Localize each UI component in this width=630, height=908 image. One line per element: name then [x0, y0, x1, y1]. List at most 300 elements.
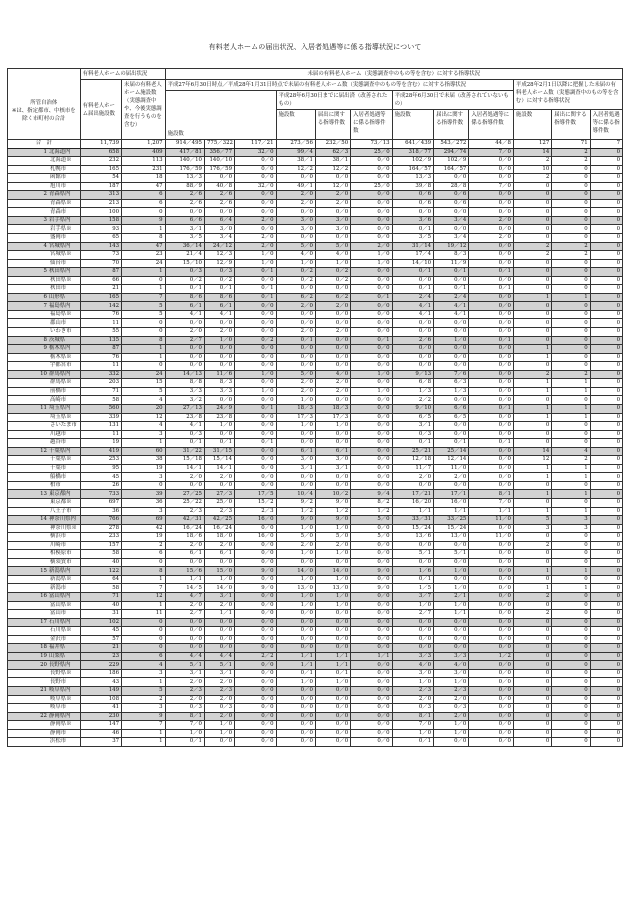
- value-cell: 2: [552, 370, 590, 379]
- value-cell: 7／0: [469, 182, 514, 191]
- value-cell: 0: [552, 285, 590, 294]
- value-cell: 0: [590, 541, 622, 550]
- value-cell: 0／0: [434, 644, 469, 653]
- value-cell: 0／1: [315, 669, 350, 678]
- area-number: [8, 704, 49, 713]
- value-cell: 294／74: [434, 148, 469, 157]
- value-cell: 12: [513, 456, 551, 465]
- value-cell: 0／2: [315, 276, 350, 285]
- value-cell: 3／1: [165, 225, 204, 234]
- value-cell: 0／0: [351, 379, 392, 388]
- value-cell: 1／0: [276, 259, 315, 268]
- value-cell: 0: [552, 661, 590, 670]
- value-cell: 4／0: [315, 370, 350, 379]
- value-cell: 5／1: [434, 550, 469, 559]
- value-cell: 1／0: [276, 678, 315, 687]
- area-number: [8, 481, 49, 490]
- value-cell: 4: [552, 447, 590, 456]
- value-cell: 8: [122, 234, 166, 243]
- period-c-header: 平成28年6月30日で未届（改善されていないもの）: [392, 91, 513, 110]
- value-cell: 2／0: [392, 473, 433, 482]
- value-cell: 0／0: [315, 687, 350, 696]
- value-cell: 0: [552, 601, 590, 610]
- value-cell: 0／0: [235, 635, 276, 644]
- value-cell: 2／0: [204, 473, 234, 482]
- value-cell: 0／0: [315, 558, 350, 567]
- value-cell: 2／7: [165, 610, 204, 619]
- value-cell: 9: [122, 712, 166, 721]
- value-cell: 7: [122, 293, 166, 302]
- value-cell: 2／6: [204, 191, 234, 200]
- value-cell: 2／0: [392, 695, 433, 704]
- area-name: 金沢市: [49, 635, 80, 644]
- value-cell: 2／0: [469, 234, 514, 243]
- area-name: 秋田市: [49, 285, 80, 294]
- value-cell: 15／24: [392, 524, 433, 533]
- value-cell: 2／3: [165, 687, 204, 696]
- value-cell: 0／0: [235, 413, 276, 422]
- value-cell: 0／0: [469, 558, 514, 567]
- value-cell: 3／4: [434, 234, 469, 243]
- value-cell: 0／0: [276, 473, 315, 482]
- value-cell: 3: [552, 524, 590, 533]
- value-cell: 9／0: [351, 584, 392, 593]
- value-cell: 1: [122, 353, 166, 362]
- value-cell: 38／1: [315, 157, 350, 166]
- area-name: 山形県: [49, 293, 80, 302]
- value-cell: 0: [552, 498, 590, 507]
- value-cell: 419: [80, 447, 121, 456]
- value-cell: 13／6: [392, 533, 433, 542]
- value-cell: 0／0: [235, 669, 276, 678]
- value-cell: 2／0: [276, 199, 315, 208]
- value-cell: 0／0: [204, 430, 234, 439]
- value-cell: 6／8: [392, 379, 433, 388]
- value-cell: 2: [552, 148, 590, 157]
- value-cell: 0: [122, 362, 166, 371]
- value-cell: 775／322: [204, 140, 234, 149]
- value-cell: 3／0: [276, 216, 315, 225]
- value-cell: 3／0: [276, 225, 315, 234]
- value-cell: 0: [513, 661, 551, 670]
- area-number: [8, 610, 49, 619]
- value-cell: 14／1: [204, 464, 234, 473]
- value-cell: 2: [513, 242, 551, 251]
- value-cell: 0: [552, 541, 590, 550]
- value-cell: 0: [513, 635, 551, 644]
- value-cell: 16／20: [392, 498, 433, 507]
- value-cell: 13／0: [434, 533, 469, 542]
- value-cell: 1／1: [434, 507, 469, 516]
- value-cell: 31／15: [204, 447, 234, 456]
- value-cell: 0: [590, 584, 622, 593]
- value-cell: 71: [80, 592, 121, 601]
- table-row: [8, 464, 623, 473]
- value-cell: 19: [122, 464, 166, 473]
- value-cell: 187: [80, 182, 121, 191]
- value-cell: 0／0: [235, 302, 276, 311]
- value-cell: 0: [590, 199, 622, 208]
- value-cell: 560: [80, 404, 121, 413]
- value-cell: 6／6: [165, 216, 204, 225]
- value-cell: 0／0: [351, 575, 392, 584]
- value-cell: 0／0: [351, 285, 392, 294]
- area-name: 岐阜県※: [49, 695, 80, 704]
- value-cell: 0: [513, 721, 551, 730]
- area-name: 福島県※: [49, 310, 80, 319]
- value-cell: 2: [122, 695, 166, 704]
- value-cell: 1／0: [276, 524, 315, 533]
- value-cell: 0／0: [392, 618, 433, 627]
- value-cell: 0／0: [235, 362, 276, 371]
- value-cell: 0: [513, 422, 551, 431]
- value-cell: 5／0: [276, 533, 315, 542]
- value-cell: 0: [513, 285, 551, 294]
- area-name: 静岡県※: [49, 721, 80, 730]
- area-name: 岩手県内: [49, 216, 80, 225]
- value-cell: 25／0: [351, 148, 392, 157]
- value-cell: 76: [80, 353, 121, 362]
- value-cell: 0／0: [276, 310, 315, 319]
- value-cell: 0／0: [434, 396, 469, 405]
- value-cell: 0／0: [315, 712, 350, 721]
- value-cell: 1: [513, 490, 551, 499]
- value-cell: 0／3: [204, 268, 234, 277]
- area-number: [8, 422, 49, 431]
- value-cell: 1: [513, 379, 551, 388]
- value-cell: 108: [80, 695, 121, 704]
- area-number: [8, 550, 49, 559]
- area-number: 11: [8, 404, 49, 413]
- area-name: 八王子市: [49, 507, 80, 516]
- value-cell: 0／0: [351, 234, 392, 243]
- value-cell: 417／81: [165, 148, 204, 157]
- value-cell: 8／6: [204, 293, 234, 302]
- table-row: [8, 610, 623, 619]
- value-cell: 2／6: [392, 336, 433, 345]
- area-number: [8, 362, 49, 371]
- value-cell: 0／0: [351, 618, 392, 627]
- table-row: [8, 567, 623, 576]
- value-cell: 57: [80, 635, 121, 644]
- area-number: [8, 165, 49, 174]
- value-cell: 73／13: [351, 140, 392, 149]
- value-cell: 0／0: [276, 285, 315, 294]
- value-cell: 3／3: [165, 387, 204, 396]
- area-name: 北海道※: [49, 157, 80, 166]
- value-cell: 3: [552, 516, 590, 525]
- value-cell: 12／0: [315, 182, 350, 191]
- value-cell: 3／0: [204, 225, 234, 234]
- table-row: [8, 473, 623, 482]
- value-cell: 2／0: [204, 601, 234, 610]
- table-row: [8, 234, 623, 243]
- value-cell: 1／0: [276, 601, 315, 610]
- area-name: 越谷市: [49, 439, 80, 448]
- value-cell: 1: [552, 490, 590, 499]
- value-cell: 0: [513, 268, 551, 277]
- value-cell: 2: [513, 592, 551, 601]
- value-cell: 1: [513, 413, 551, 422]
- notify-b-header: 届出に関する指導件数: [315, 110, 350, 140]
- area-number: [8, 627, 49, 636]
- value-cell: 31: [80, 610, 121, 619]
- period-a-header: 平成27年6月30日時点／平成28年1月31日時点で未届の有料老人ホーム数（実態調査中のもの等を含む）に対する指導状況: [165, 80, 513, 91]
- value-cell: 0: [122, 618, 166, 627]
- value-cell: 0／0: [469, 669, 514, 678]
- value-cell: 8／1: [469, 490, 514, 499]
- value-cell: 2: [513, 541, 551, 550]
- area-number: [8, 276, 49, 285]
- value-cell: 5／0: [351, 516, 392, 525]
- value-cell: 0／0: [392, 362, 433, 371]
- value-cell: 0: [552, 191, 590, 200]
- value-cell: 46: [80, 729, 121, 738]
- area-number: 1: [8, 148, 49, 157]
- value-cell: 2／6: [165, 191, 204, 200]
- value-cell: 1: [513, 584, 551, 593]
- value-cell: 0／0: [469, 678, 514, 687]
- table-row: [8, 661, 623, 670]
- value-cell: 0／0: [392, 319, 433, 328]
- facility-a-header: 施設数: [165, 91, 276, 140]
- value-cell: 7: [590, 140, 622, 149]
- value-cell: 0／0: [165, 319, 204, 328]
- value-cell: 0／0: [469, 242, 514, 251]
- value-cell: 143: [80, 242, 121, 251]
- area-number: 20: [8, 661, 49, 670]
- value-cell: 3／5: [392, 234, 433, 243]
- value-cell: 0: [513, 533, 551, 542]
- value-cell: 24／12: [204, 242, 234, 251]
- value-cell: 1／0: [392, 678, 433, 687]
- value-cell: 2／0: [469, 216, 514, 225]
- value-cell: 0／0: [276, 738, 315, 747]
- value-cell: 19: [80, 439, 121, 448]
- value-cell: 1／0: [276, 550, 315, 559]
- value-cell: 232: [80, 157, 121, 166]
- value-cell: 0／1: [392, 575, 433, 584]
- table-row: [8, 729, 623, 738]
- value-cell: 0／0: [351, 157, 392, 166]
- value-cell: 1／0: [434, 721, 469, 730]
- value-cell: 18／3: [276, 404, 315, 413]
- value-cell: 0／0: [469, 481, 514, 490]
- value-cell: 1／2: [276, 507, 315, 516]
- value-cell: 0／1: [469, 268, 514, 277]
- value-cell: 0: [552, 353, 590, 362]
- value-cell: 0／0: [235, 225, 276, 234]
- value-cell: 0: [552, 533, 590, 542]
- value-cell: 3／0: [315, 456, 350, 465]
- area-name: 秋田県内: [49, 268, 80, 277]
- value-cell: 6／1: [204, 302, 234, 311]
- value-cell: 2／0: [315, 328, 350, 337]
- value-cell: 0／0: [235, 396, 276, 405]
- value-cell: 0／0: [469, 584, 514, 593]
- value-cell: 0: [590, 268, 622, 277]
- value-cell: 27／13: [165, 404, 204, 413]
- value-cell: 332: [80, 370, 121, 379]
- area-name: 静岡市: [49, 729, 80, 738]
- value-cell: 1／1: [315, 652, 350, 661]
- area-name: 栃木県内: [49, 345, 80, 354]
- value-cell: 0: [513, 704, 551, 713]
- area-name: 宮城県※: [49, 251, 80, 260]
- value-cell: 1／0: [276, 575, 315, 584]
- value-cell: 4／1: [392, 310, 433, 319]
- value-cell: 0: [590, 234, 622, 243]
- value-cell: 9／0: [235, 567, 276, 576]
- value-cell: 12／9: [204, 259, 234, 268]
- value-cell: 2／6: [165, 199, 204, 208]
- value-cell: 0／6: [392, 199, 433, 208]
- value-cell: 1／0: [434, 567, 469, 576]
- value-cell: 0: [590, 259, 622, 268]
- value-cell: 6／2: [315, 293, 350, 302]
- value-cell: 0／0: [469, 447, 514, 456]
- value-cell: 0: [513, 182, 551, 191]
- value-cell: 0: [513, 712, 551, 721]
- value-cell: 8／2: [351, 498, 392, 507]
- value-cell: 0／0: [315, 208, 350, 217]
- value-cell: 0／0: [235, 687, 276, 696]
- value-cell: 0／1: [165, 738, 204, 747]
- value-cell: 0: [590, 182, 622, 191]
- table-row: [8, 165, 623, 174]
- value-cell: 2／2: [235, 652, 276, 661]
- value-cell: 5／1: [204, 661, 234, 670]
- value-cell: 6／1: [315, 447, 350, 456]
- value-cell: 3: [122, 704, 166, 713]
- value-cell: 0／1: [469, 336, 514, 345]
- value-cell: 0: [552, 481, 590, 490]
- value-cell: 0: [552, 627, 590, 636]
- value-cell: 1／0: [276, 592, 315, 601]
- value-cell: 2／0: [165, 678, 204, 687]
- value-cell: 3／0: [434, 669, 469, 678]
- value-cell: 25／0: [204, 498, 234, 507]
- value-cell: 164／57: [434, 165, 469, 174]
- value-cell: 0／0: [165, 208, 204, 217]
- value-cell: 0: [590, 516, 622, 525]
- value-cell: 0: [513, 558, 551, 567]
- value-cell: 0／0: [351, 541, 392, 550]
- value-cell: 0／0: [204, 345, 234, 354]
- value-cell: 0／0: [276, 712, 315, 721]
- value-cell: 0／0: [469, 387, 514, 396]
- value-cell: 1: [513, 464, 551, 473]
- value-cell: 0／0: [469, 456, 514, 465]
- table-row: [8, 558, 623, 567]
- area-number: [8, 584, 49, 593]
- value-cell: 253: [80, 456, 121, 465]
- table-row: [8, 592, 623, 601]
- value-cell: 5／0: [276, 242, 315, 251]
- period-d-header: 平成28年2月1日以降に把握した未届の有料老人ホーム数（実態調査中のもの等を含む）に対する指導状況: [513, 80, 622, 110]
- area-number: [8, 430, 49, 439]
- value-cell: 11／0: [469, 533, 514, 542]
- value-cell: 1: [552, 473, 590, 482]
- value-cell: 0／0: [392, 644, 433, 653]
- value-cell: 0／0: [392, 481, 433, 490]
- table-row: [8, 396, 623, 405]
- value-cell: 0／0: [351, 328, 392, 337]
- value-cell: 7: [122, 584, 166, 593]
- value-cell: 2: [552, 456, 590, 465]
- value-cell: 0／0: [165, 362, 204, 371]
- value-cell: 0／0: [469, 567, 514, 576]
- value-cell: 3／1: [276, 464, 315, 473]
- area-number: [8, 259, 49, 268]
- value-cell: 0／1: [235, 285, 276, 294]
- area-name: 浜松市: [49, 738, 80, 747]
- value-cell: 0: [552, 644, 590, 653]
- value-cell: 0／0: [165, 353, 204, 362]
- value-cell: 0: [122, 635, 166, 644]
- value-cell: 5／0: [351, 533, 392, 542]
- value-cell: 1: [552, 404, 590, 413]
- value-cell: 2／0: [235, 234, 276, 243]
- value-cell: 0: [552, 618, 590, 627]
- area-name: 茨城県: [49, 336, 80, 345]
- area-name: 富山県内: [49, 592, 80, 601]
- value-cell: 0: [590, 387, 622, 396]
- value-cell: 27／25: [165, 490, 204, 499]
- value-cell: 0: [590, 533, 622, 542]
- table-row: [8, 404, 623, 413]
- value-cell: 131: [80, 422, 121, 431]
- value-cell: 47: [122, 182, 166, 191]
- area-name: 宇都宮市: [49, 362, 80, 371]
- area-name: 青森市: [49, 208, 80, 217]
- value-cell: 0／0: [434, 353, 469, 362]
- value-cell: 0／0: [351, 319, 392, 328]
- area-number: [8, 199, 49, 208]
- table-row: [8, 644, 623, 653]
- value-cell: 0: [552, 362, 590, 371]
- value-cell: 0／1: [235, 293, 276, 302]
- value-cell: 0／3: [392, 704, 433, 713]
- value-cell: 0／0: [276, 695, 315, 704]
- value-cell: 0: [552, 592, 590, 601]
- value-cell: 0: [122, 328, 166, 337]
- area-number: [8, 157, 49, 166]
- value-cell: 0: [590, 293, 622, 302]
- value-cell: 0／1: [469, 404, 514, 413]
- value-cell: 0: [513, 259, 551, 268]
- value-cell: 0／1: [276, 336, 315, 345]
- value-cell: 6: [122, 550, 166, 559]
- value-cell: 0／0: [434, 481, 469, 490]
- value-cell: 0／0: [392, 541, 433, 550]
- value-cell: 0: [590, 618, 622, 627]
- area-number: 4: [8, 242, 49, 251]
- value-cell: 0／0: [235, 550, 276, 559]
- area-name: 新潟県※: [49, 575, 80, 584]
- value-cell: 3: [122, 669, 166, 678]
- area-name: 前橋市: [49, 387, 80, 396]
- value-cell: 0／0: [351, 439, 392, 448]
- area-number: 3: [8, 216, 49, 225]
- value-cell: 1: [122, 345, 166, 354]
- value-cell: 0: [590, 191, 622, 200]
- value-cell: 9／0: [235, 584, 276, 593]
- value-cell: 0: [513, 618, 551, 627]
- value-cell: 11,739: [80, 140, 121, 149]
- area-number: [8, 310, 49, 319]
- value-cell: 0／0: [351, 353, 392, 362]
